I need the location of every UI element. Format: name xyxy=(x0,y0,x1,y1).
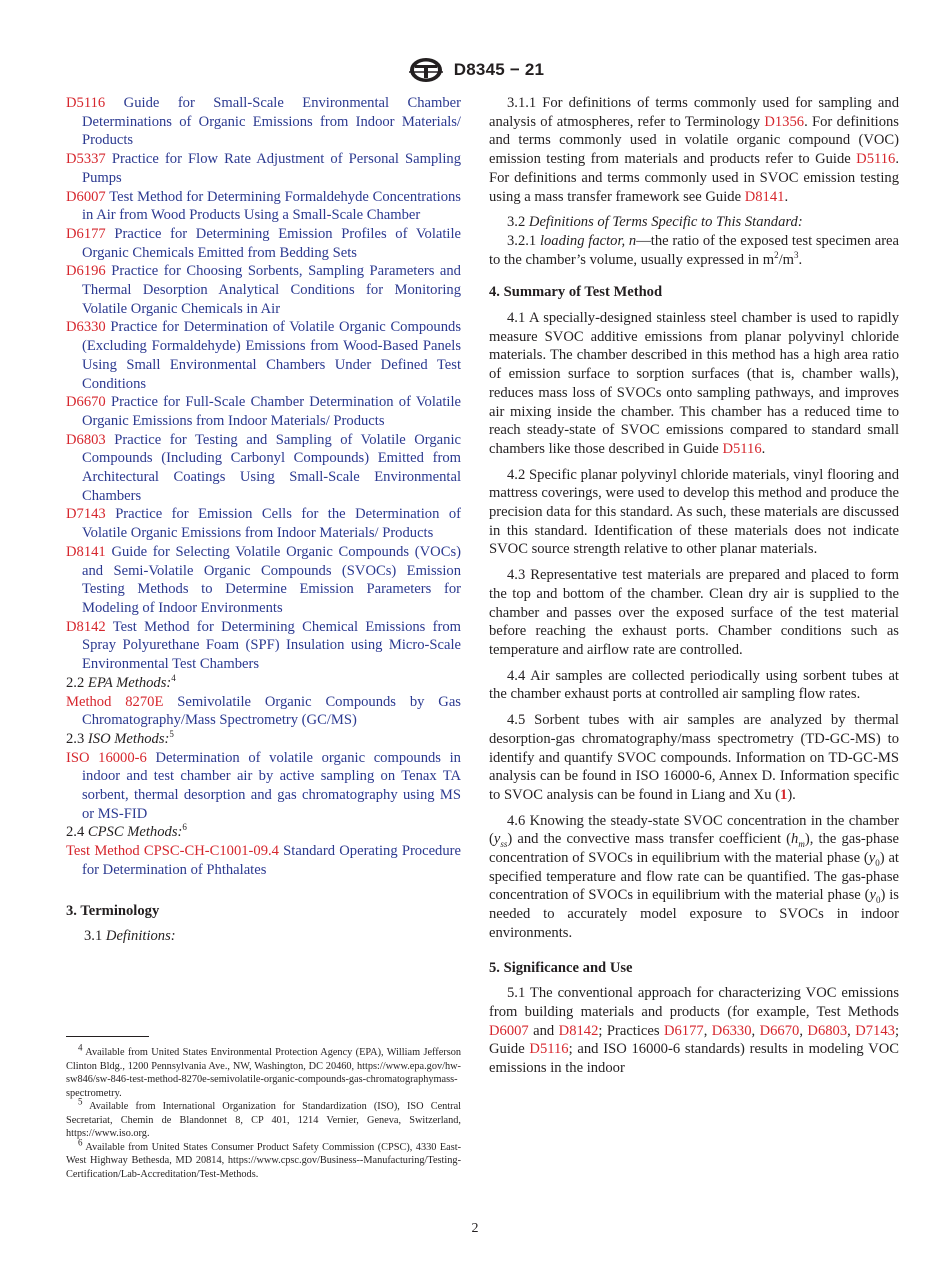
reference-list xyxy=(66,94,461,674)
para-4-2: 4.2 Specific planar polyvinyl chloride materials, vinyl flooring and mattress coverings, were used to develop this method and produce the precision data for this standard. As such, these materials are discussed in this standard. Identification of these materials does not indicate SVOC source strength relative to other planar materials. xyxy=(489,466,899,558)
page-header xyxy=(0,56,950,84)
reference-d8142[interactable] xyxy=(66,618,461,674)
iso-methods-heading: 2.3 ISO Methods:$^5$ xyxy=(66,729,174,747)
link-d6803[interactable]: D6803 xyxy=(807,1022,848,1039)
link-ref-1[interactable]: 1 xyxy=(780,786,788,803)
link-d5116-c[interactable]: D5116 xyxy=(529,1041,569,1058)
reference-designation[interactable]: D6670 xyxy=(66,394,106,411)
reference-designation[interactable]: D8141 xyxy=(66,543,106,560)
reference-designation[interactable]: D8142 xyxy=(66,618,106,635)
reference-title[interactable]: Practice for Choosing Sorbents, Sampling Parameters and Thermal Desorption Analytical Conditions for Monitoring Volatile Organic Chemicals in Air xyxy=(82,263,461,317)
para-5-1: 5.1 The conventional approach for characterizing VOC emissions from building materials and products (for example, Test Methods D6007 and D8142; Practices D6177, D6330, D6670, D6803, D7143; Guide D5116; and ISO 16000-6 standards) results in modeling VOC emissions in the indoor xyxy=(489,985,900,1077)
para-3-2: 3.2 Definitions of Terms Specific to This Standard: xyxy=(507,214,803,231)
para-4-1: 4.1 A specially-designed stainless steel chamber is used to rapidly measure SVOC additive emissions from planar polyvinyl chloride materials. The chamber described in this method has a high area ratio of emission surface to sorption surfaces (that is, chamber walls), reduces mass loss of SVOCs onto sampling pathways, and improves air mixing inside the chamber. This chamber has a reduced time to reach steady-state of SVOC emissions compared to standard small chambers like those described in Guide D5116. xyxy=(489,310,899,457)
link-d7143[interactable]: D7143 xyxy=(855,1022,895,1039)
reference-d8141[interactable] xyxy=(66,543,461,618)
reference-title[interactable]: Practice for Flow Rate Adjustment of Personal Sampling Pumps xyxy=(82,151,461,186)
summary-heading: 4. Summary of Test Method xyxy=(489,284,663,301)
link-d5116[interactable]: D5116 xyxy=(856,151,896,168)
para-4-4: 4.4 Air samples are collected periodically using sorbent tubes at the chamber exhaust ports at controlled air sampling flow rates. xyxy=(489,667,899,703)
link-d8142[interactable]: D8142 xyxy=(558,1022,599,1039)
reference-title[interactable]: Practice for Determination of Volatile Organic Compounds (Excluding Formaldehyde) Emissions from Wood-Based Panels Using Small Environmental Chambers Under Defined Test Conditions xyxy=(82,319,461,392)
right-column xyxy=(489,94,899,1085)
link-d6330[interactable]: D6330 xyxy=(711,1022,752,1039)
reference-title[interactable]: Test Method for Determining Chemical Emissions from Spray Polyurethane Foam (SPF) Insulation using Micro-Scale Environmental Test Chambers xyxy=(82,618,461,673)
reference-title[interactable]: Practice for Testing and Sampling of Volatile Organic Compounds (Including Carbonyl Compounds) Emitted from Architectural Coatings Using Small-Scale Environmental Chambers xyxy=(82,431,461,504)
reference-designation[interactable]: D6007 xyxy=(66,188,106,205)
reference-designation[interactable]: D6196 xyxy=(66,263,106,280)
document-designation: D8345 − 21 xyxy=(453,60,545,79)
reference-designation[interactable]: D6330 xyxy=(66,319,106,336)
reference-d6330[interactable] xyxy=(66,318,461,393)
reference-designation[interactable]: D5116 xyxy=(66,95,106,111)
link-d6670[interactable]: D6670 xyxy=(759,1022,800,1039)
cpsc-methods-heading: 2.4 CPSC Methods:$^6$ xyxy=(66,822,187,841)
reference-d6803[interactable] xyxy=(66,431,461,506)
link-d1356[interactable]: D1356 xyxy=(764,113,805,130)
reference-title[interactable]: Practice for Determining Emission Profiles of Volatile Organic Chemicals Emitted from Bedding Sets xyxy=(82,225,461,261)
epa-methods-heading: 2.2 EPA Methods:$^4$ xyxy=(66,672,176,691)
reference-d6670[interactable] xyxy=(66,393,461,430)
page-number: 2 xyxy=(471,1221,479,1236)
para-4-5: 4.5 Sorbent tubes with air samples are analyzed by thermal desorption-gas chromatography/mass spectrometry (TD-GC-MS) to identify and quantify SVOC compounds. Information on TD-GC-MS analysis can be found in ISO 16000-6, Annex D. Information specific to SVOC analysis can be found in Liang and Xu (1). xyxy=(489,712,899,803)
reference-d5337[interactable] xyxy=(66,150,461,187)
reference-d6007[interactable] xyxy=(66,188,461,225)
definitions-subheading: 3.1 Definitions: xyxy=(84,928,176,945)
iso-method-ref[interactable]: ISO 16000-6 Determination of volatile organic compounds in indoor and test chamber air by active sampling on Tenax TA sorbent, thermal desorption and gas chromatography using MS or MS-FID xyxy=(66,749,461,822)
significance-heading: 5. Significance and Use xyxy=(489,959,633,976)
link-d6007[interactable]: D6007 xyxy=(489,1022,529,1039)
reference-title[interactable]: Practice for Emission Cells for the Determination of Volatile Organic Emissions from Indoor Materials/ Products xyxy=(82,506,461,542)
para-4-6: 4.6 Knowing the steady-state SVOC concentration in the chamber $(y_{ss})$ and the convective mass transfer coefficient $(h_m)$, the gas-phase concentration of SVOCs in equilibrium with the material phase $(y_0)$ at specified temperature and flow rate can be quantified. The gas-phase concentration of SVOCs in equilibrium with the material phase $(y_0)$ is needed to accurately model exposure to SVOCs in indoor environments. xyxy=(489,812,899,941)
link-d6177[interactable]: D6177 xyxy=(663,1022,704,1039)
reference-title[interactable]: Practice for Full-Scale Chamber Determination of Volatile Organic Emissions from Indoor Materials/ Products xyxy=(82,394,461,429)
epa-method-ref[interactable]: Method 8270E Semivolatile Organic Compounds by Gas Chromatography/Mass Spectrometry (GC/MS) xyxy=(66,693,461,729)
reference-designation[interactable]: D6177 xyxy=(66,225,106,242)
para-3-2-1: 3.2.1 loading factor, n—the ratio of the exposed test specimen area to the chamber’s volume, usually expressed in $m^2/m^3$. xyxy=(489,232,900,268)
reference-designation[interactable]: D6803 xyxy=(66,431,106,448)
footnotes xyxy=(66,1042,462,1181)
footnote-6: $^6$ Available from United States Consumer Product Safety Commission (CPSC), 4330 East-West Highway Bethesda, MD 20814, https://www.cpsc.gov/Business--Manufacturing/Testing-Certification/Lab-Accreditation/Test-Methods. xyxy=(66,1137,462,1180)
reference-title[interactable]: Test Method for Determining Formaldehyde Concentrations in Air from Wood Products Using a Small-Scale Chamber xyxy=(82,188,461,224)
para-3-1-1: 3.1.1 For definitions of terms commonly used for sampling and analysis of atmospheres, refer to Terminology D1356. For definitions and terms commonly used in volatile organic compound (VOC) emission testing from materials and products refer to Guide D5116. For definitions and terms commonly used in SVOC emission testing using a mass transfer framework see Guide D8141. xyxy=(489,95,899,205)
footnote-4: $^4$ Available from United States Environmental Protection Agency (EPA), William Jefferson Clinton Bldg., 1200 Pennsylvania Ave., NW, Washington, DC 20460, https://www.epa.gov/hw-sw846/sw-846-test-method-8270e-semivolatile-organic-compounds-gas-chromatographymass-spectrometry. xyxy=(66,1042,461,1099)
left-column xyxy=(66,94,461,953)
reference-title[interactable]: Guide for Selecting Volatile Organic Compounds (VOCs) and Semi-Volatile Organic Compounds (SVOCs) Emission Testing Methods to Determine Emission Parameters for Modeling of Indoor Environments xyxy=(82,543,461,616)
link-d8141[interactable]: D8141 xyxy=(744,188,785,205)
reference-d7143[interactable] xyxy=(66,505,461,542)
reference-d6177[interactable] xyxy=(66,225,461,262)
reference-d5116[interactable] xyxy=(66,94,461,150)
terminology-heading: 3. Terminology xyxy=(66,902,160,919)
footnote-5: $^5$ Available from International Organization for Standardization (ISO), ISO Central Secretariat, Chemin de Blandonnet 8, CP 401, 1214 Vernier, Geneva, Switzerland, https://www.iso.org. xyxy=(66,1096,462,1139)
para-4-3: 4.3 Representative test materials are prepared and placed to form the top and bottom of the chamber. Clean dry air is supplied to the chamber and passes over the exposed surface of the test material before reaching the exhaust ports. Chamber conditions such as temperature and airflow rate are controlled. xyxy=(489,567,899,658)
reference-title[interactable]: Guide for Small-Scale Environmental Chamber Determinations of Organic Emissions from Indoor Materials/ Products xyxy=(82,95,461,149)
footnote-rule xyxy=(66,1036,149,1037)
reference-designation[interactable]: D7143 xyxy=(66,506,106,523)
cpsc-method-ref[interactable]: Test Method CPSC-CH-C1001-09.4 Standard Operating Procedure for Determination of Phthalates xyxy=(66,843,461,878)
astm-logo-icon xyxy=(406,56,446,84)
reference-designation[interactable]: D5337 xyxy=(66,151,106,168)
link-d5116-b[interactable]: D5116 xyxy=(722,440,762,457)
reference-d6196[interactable] xyxy=(66,262,461,318)
